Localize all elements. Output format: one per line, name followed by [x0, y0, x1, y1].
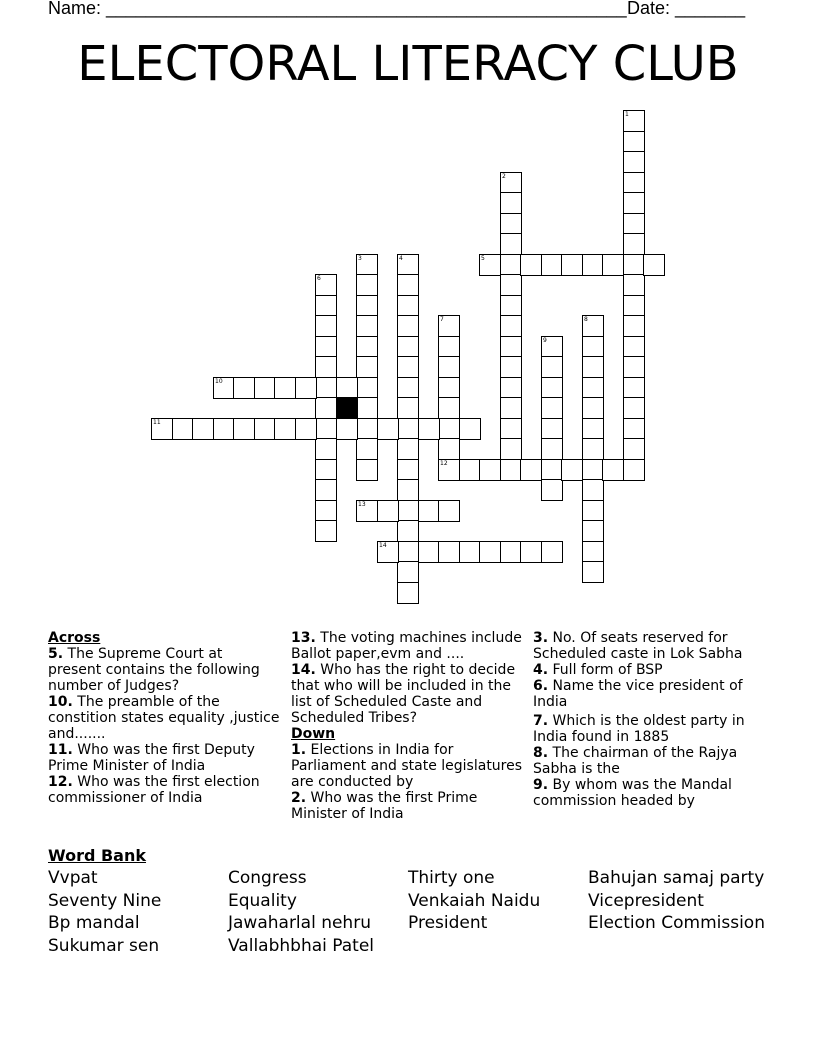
grid-cell[interactable]: [582, 377, 604, 399]
grid-cell[interactable]: [295, 377, 317, 399]
clue-across-14: 14. Who has the right to decide that who will be included in the list of Scheduled Caste and Scheduled Tribes?: [291, 662, 516, 726]
grid-cell[interactable]: [500, 192, 522, 214]
grid-cell[interactable]: [582, 397, 604, 419]
grid-cell[interactable]: [438, 459, 460, 481]
grid-cell[interactable]: [500, 336, 522, 358]
grid-cell[interactable]: [582, 561, 604, 583]
grid-cell[interactable]: [397, 500, 419, 522]
grid-cell[interactable]: [315, 459, 337, 481]
grid-cell[interactable]: [500, 459, 522, 481]
clue-down-4: 4. Full form of BSP: [533, 662, 663, 678]
grid-cell[interactable]: [356, 500, 378, 522]
grid-cell[interactable]: [356, 295, 378, 317]
clues-column-3: [533, 630, 765, 809]
grid-cell[interactable]: [192, 418, 214, 440]
clue-across-13: 13. The voting machines include Ballot paper,evm and ....: [291, 630, 522, 662]
grid-cell[interactable]: [541, 336, 563, 358]
grid-cell[interactable]: [377, 418, 399, 440]
grid-cell[interactable]: [213, 377, 235, 399]
grid-cell[interactable]: [582, 418, 604, 440]
grid-cell[interactable]: [356, 274, 378, 296]
grid-cell[interactable]: [356, 418, 378, 440]
grid-cell[interactable]: [315, 397, 337, 419]
grid-cell[interactable]: [479, 254, 501, 276]
clue-number: 1: [625, 111, 629, 118]
down-heading: Down: [291, 726, 336, 742]
grid-cell[interactable]: [438, 356, 460, 378]
grid-cell[interactable]: [623, 377, 645, 399]
grid-cell[interactable]: [213, 418, 235, 440]
clue-across-11: 11. Who was the first Deputy Prime Minister of India: [48, 742, 255, 774]
grid-cell[interactable]: [500, 295, 522, 317]
grid-cell[interactable]: [418, 418, 440, 440]
word-bank-item: Jawaharlal nehru: [228, 913, 371, 933]
grid-cell[interactable]: [623, 438, 645, 460]
grid-cell[interactable]: [602, 459, 624, 481]
word-bank-item: Seventy Nine: [48, 890, 162, 911]
grid-cell[interactable]: [315, 520, 337, 542]
grid-cell[interactable]: [582, 541, 604, 563]
clue-number: 2: [502, 173, 506, 180]
grid-cell[interactable]: [356, 459, 378, 481]
grid-cell[interactable]: [356, 315, 378, 337]
clue-number: 14: [379, 542, 387, 549]
grid-cell[interactable]: [520, 254, 542, 276]
grid-cell[interactable]: [623, 295, 645, 317]
grid-cell[interactable]: [233, 418, 255, 440]
grid-cell[interactable]: [397, 377, 419, 399]
grid-cell[interactable]: [582, 520, 604, 542]
clue-number: 3: [358, 255, 362, 262]
grid-cell[interactable]: [459, 418, 481, 440]
clue-down-9: 9. By whom was the Mandal commission headed by: [533, 777, 732, 809]
grid-cell[interactable]: [315, 274, 337, 296]
clue-across-5: 5. The Supreme Court at present contains the following number of Judges?: [48, 646, 260, 694]
clue-number: 10: [215, 378, 223, 385]
grid-cell[interactable]: [623, 336, 645, 358]
clue-down-6: 6. Name the vice president of India: [533, 678, 743, 710]
grid-cell[interactable]: [315, 479, 337, 501]
grid-cell[interactable]: [254, 418, 276, 440]
clue-across-10: 10. The preamble of the constition states equality ,justice and.......: [48, 694, 280, 742]
grid-cell[interactable]: [500, 213, 522, 235]
grid-cell[interactable]: [623, 233, 645, 255]
grid-cell[interactable]: [438, 500, 460, 522]
grid-cell[interactable]: [397, 254, 419, 276]
grid-cell[interactable]: [438, 438, 460, 460]
clue-number: 5: [481, 255, 485, 262]
clue-number: 9: [543, 337, 547, 344]
grid-cell[interactable]: [397, 541, 419, 563]
grid-cell[interactable]: [397, 561, 419, 583]
grid-cell[interactable]: [582, 315, 604, 337]
grid-cell[interactable]: [623, 110, 645, 132]
grid-cell[interactable]: [295, 418, 317, 440]
clue-number: 11: [153, 419, 161, 426]
grid-cell[interactable]: [397, 520, 419, 542]
grid-cell[interactable]: [397, 582, 419, 604]
grid-cell[interactable]: [315, 438, 337, 460]
word-bank-item: Vicepresident: [588, 890, 704, 911]
grid-cell[interactable]: [541, 254, 563, 276]
word-bank-item: Bahujan samaj party: [588, 868, 765, 888]
grid-cell[interactable]: [479, 459, 501, 481]
word-bank-item: Bp mandal: [48, 913, 140, 933]
grid-cell[interactable]: [397, 336, 419, 358]
grid-cell[interactable]: [438, 418, 460, 440]
grid-cell[interactable]: [459, 459, 481, 481]
clue-down-1: 1. Elections in India for Parliament and state legislatures are conducted by: [291, 742, 523, 790]
grid-cell[interactable]: [356, 377, 378, 399]
grid-cell[interactable]: [623, 254, 645, 276]
clue-down-3: 3. No. Of seats reserved for Scheduled caste in Lok Sabha: [533, 630, 743, 662]
grid-cell[interactable]: [623, 213, 645, 235]
grid-cell[interactable]: [274, 377, 296, 399]
grid-cell[interactable]: [520, 459, 542, 481]
grid-cell[interactable]: [315, 500, 337, 522]
grid-cell[interactable]: [377, 500, 399, 522]
grid-cell[interactable]: [397, 459, 419, 481]
grid-cell[interactable]: [315, 315, 337, 337]
grid-cell[interactable]: [500, 541, 522, 563]
grid-cell[interactable]: [582, 254, 604, 276]
grid-cell[interactable]: [356, 438, 378, 460]
page-title: ELECTORAL LITERACY CLUB: [77, 36, 739, 92]
grid-cell[interactable]: [315, 295, 337, 317]
grid-cell[interactable]: [397, 418, 419, 440]
grid-cell[interactable]: [623, 315, 645, 337]
grid-cell[interactable]: [438, 377, 460, 399]
grid-cell[interactable]: [500, 377, 522, 399]
grid-cell[interactable]: [561, 459, 583, 481]
grid-cell[interactable]: [541, 479, 563, 501]
word-bank-item: Vvpat: [48, 868, 98, 888]
across-heading: Across: [48, 630, 101, 646]
word-bank-item: President: [408, 913, 488, 933]
grid-cell[interactable]: [172, 418, 194, 440]
grid-cell[interactable]: [623, 397, 645, 419]
clue-down-7: 7. Which is the oldest party in India found in 1885: [533, 713, 745, 745]
grid-cell[interactable]: [623, 274, 645, 296]
grid-cell[interactable]: [541, 397, 563, 419]
grid-cell[interactable]: [418, 541, 440, 563]
grid-cell[interactable]: [520, 541, 542, 563]
grid-cell[interactable]: [336, 418, 358, 440]
grid-cell[interactable]: [541, 459, 563, 481]
grid-cell-shaded: [336, 397, 358, 419]
grid-cell[interactable]: [397, 397, 419, 419]
word-bank-item: Election Commission: [588, 913, 765, 933]
grid-cell[interactable]: [541, 438, 563, 460]
grid-cell[interactable]: [459, 541, 481, 563]
grid-cell[interactable]: [438, 315, 460, 337]
grid-cell[interactable]: [623, 192, 645, 214]
clue-number: 8: [584, 316, 588, 323]
grid-cell[interactable]: [541, 356, 563, 378]
grid-cell[interactable]: [582, 500, 604, 522]
grid-cell[interactable]: [623, 418, 645, 440]
grid-cell[interactable]: [623, 151, 645, 173]
grid-cell[interactable]: [561, 254, 583, 276]
grid-cell[interactable]: [397, 438, 419, 460]
grid-cell[interactable]: [356, 356, 378, 378]
grid-cell[interactable]: [315, 356, 337, 378]
clues-column-1: [48, 630, 280, 806]
grid-cell[interactable]: [582, 459, 604, 481]
grid-cell[interactable]: [315, 336, 337, 358]
date-field-line: Date: _______: [627, 0, 746, 18]
grid-cell[interactable]: [397, 479, 419, 501]
grid-cell[interactable]: [233, 377, 255, 399]
word-bank-item: Sukumar sen: [48, 935, 160, 956]
grid-cell[interactable]: [623, 356, 645, 378]
clue-number: 7: [440, 316, 444, 323]
grid-cell[interactable]: [582, 336, 604, 358]
grid-cell[interactable]: [315, 418, 337, 440]
clue-number: 6: [317, 275, 321, 282]
grid-cell[interactable]: [397, 274, 419, 296]
grid-cell[interactable]: [623, 131, 645, 153]
grid-cell[interactable]: [623, 172, 645, 194]
grid-cell[interactable]: [500, 274, 522, 296]
clue-down-8: 8. The chairman of the Rajya Sabha is the: [533, 745, 738, 777]
grid-cell[interactable]: [541, 377, 563, 399]
word-bank-item: Thirty one: [408, 868, 495, 888]
grid-cell[interactable]: [377, 541, 399, 563]
word-bank-item: Vallabhbhai Patel: [228, 935, 375, 956]
grid-cell[interactable]: [254, 377, 276, 399]
grid-cell[interactable]: [397, 315, 419, 337]
name-field-line: Name: ____________________________________________________: [48, 0, 627, 18]
grid-cell[interactable]: [438, 397, 460, 419]
clue-number: 12: [440, 460, 448, 467]
grid-cell[interactable]: [397, 356, 419, 378]
grid-cell[interactable]: [479, 541, 501, 563]
grid-cell[interactable]: [315, 377, 337, 399]
grid-cell[interactable]: [500, 315, 522, 337]
grid-cell[interactable]: [582, 438, 604, 460]
grid-cell[interactable]: [582, 356, 604, 378]
grid-cell[interactable]: [418, 500, 440, 522]
grid-cell[interactable]: [500, 356, 522, 378]
grid-cell[interactable]: [500, 254, 522, 276]
grid-cell[interactable]: [500, 438, 522, 460]
grid-cell[interactable]: [541, 418, 563, 440]
grid-cell[interactable]: [500, 418, 522, 440]
grid-cell[interactable]: [336, 377, 358, 399]
word-bank-title: Word Bank: [48, 846, 147, 865]
grid-cell[interactable]: [643, 254, 665, 276]
grid-cell[interactable]: [602, 254, 624, 276]
grid-cell[interactable]: [500, 397, 522, 419]
grid-cell[interactable]: [438, 541, 460, 563]
grid-cell[interactable]: [151, 418, 173, 440]
clue-across-12: 12. Who was the first election commissioner of India: [48, 774, 260, 806]
grid-cell[interactable]: [397, 295, 419, 317]
grid-cell[interactable]: [356, 397, 378, 419]
word-bank-item: Congress: [228, 868, 307, 888]
word-bank-item: Equality: [228, 890, 297, 911]
grid-cell[interactable]: [274, 418, 296, 440]
grid-cell[interactable]: [356, 254, 378, 276]
grid-cell[interactable]: [356, 336, 378, 358]
grid-cell[interactable]: [582, 479, 604, 501]
grid-cell[interactable]: [623, 459, 645, 481]
clue-number: 13: [358, 501, 366, 508]
grid-cell[interactable]: [438, 336, 460, 358]
clue-down-2: 2. Who was the first Prime Minister of India: [291, 790, 478, 822]
word-bank-item: Venkaiah Naidu: [408, 890, 541, 911]
clues-column-2: [291, 630, 523, 822]
grid-cell[interactable]: [500, 172, 522, 194]
grid-cell[interactable]: [541, 541, 563, 563]
clue-number: 4: [399, 255, 403, 262]
grid-cell[interactable]: [500, 233, 522, 255]
